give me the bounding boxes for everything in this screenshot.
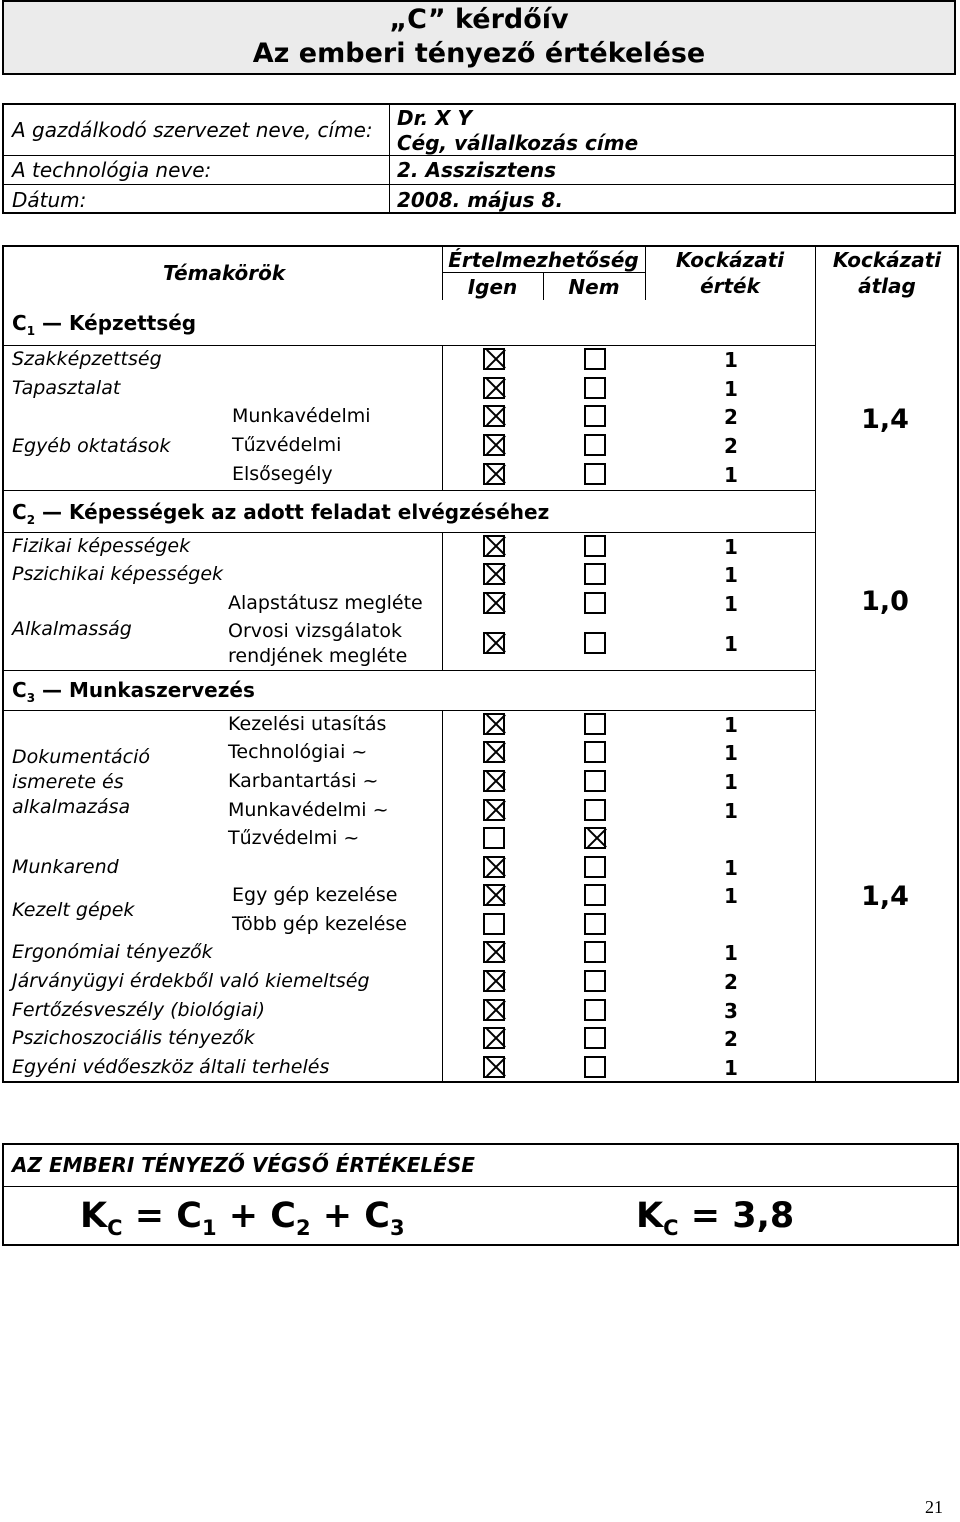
row-label: Járványügyi érdekből való kiemeltség — [12, 970, 370, 992]
header-no: Nem — [568, 275, 620, 299]
row-sublabel: Kezelési utasítás — [228, 713, 387, 735]
checkbox-yes[interactable] — [483, 535, 505, 557]
header-risk-average-2: átlag — [858, 274, 916, 298]
info-row-line — [2, 155, 956, 156]
avg-column-divider — [815, 245, 816, 1083]
checkbox-yes[interactable] — [483, 377, 505, 399]
checkbox-yes[interactable] — [483, 856, 505, 878]
row-sublabel: Orvosi vizsgálatok — [228, 620, 402, 642]
checkbox-yes[interactable] — [483, 713, 505, 735]
row-sublabel: Munkavédelmi — [232, 405, 371, 427]
checkbox-yes[interactable] — [483, 405, 505, 427]
section-c1-average: 1,4 — [861, 404, 909, 435]
checkbox-yes[interactable] — [483, 741, 505, 763]
row-label: Munkarend — [12, 856, 119, 878]
header-yes: Igen — [467, 275, 518, 299]
checkbox-yes[interactable] — [483, 592, 505, 614]
row-sublabel: Több gép kezelése — [232, 913, 407, 935]
checkbox-yes[interactable] — [483, 941, 505, 963]
checkbox-no[interactable] — [584, 856, 606, 878]
checkbox-no[interactable] — [584, 563, 606, 585]
row-risk-value: 2 — [724, 434, 738, 458]
row-label: Szakképzettség — [12, 348, 162, 370]
checkbox-yes[interactable] — [483, 434, 505, 456]
checkbox-no[interactable] — [584, 799, 606, 821]
row-risk-value: 2 — [724, 970, 738, 994]
checkbox-column-divider — [442, 532, 443, 670]
row-label: Ergonómiai tényezők — [12, 941, 213, 963]
group-egyeb-oktatasok: Egyéb oktatások — [12, 435, 171, 457]
section-c3-heading: $C_3$ — Munkaszervezés — [12, 678, 255, 705]
header-risk-value: Kockázati — [675, 248, 785, 272]
group-dokumentacio: Dokumentáció — [12, 746, 150, 768]
info-value-address: Cég, vállalkozás címe — [397, 131, 639, 155]
section-c2-average: 1,0 — [861, 586, 909, 617]
row-risk-value: 2 — [724, 1027, 738, 1051]
title-line2: Az emberi tényező értékelése — [252, 38, 706, 69]
section-line — [2, 710, 815, 711]
section-line — [2, 532, 815, 533]
final-divider — [2, 1186, 959, 1187]
final-formula: $K_C = C_1 + C_2 + C_3$ — [80, 1196, 405, 1240]
row-risk-value: 1 — [724, 941, 738, 965]
checkbox-no[interactable] — [584, 535, 606, 557]
row-sublabel: Elsősegély — [232, 463, 333, 485]
row-risk-value: 1 — [724, 799, 738, 823]
checkbox-no[interactable] — [584, 592, 606, 614]
checkbox-column-divider — [442, 345, 443, 490]
group-alkalmassag: Alkalmasság — [12, 618, 132, 640]
row-risk-value: 1 — [724, 348, 738, 372]
checkbox-yes[interactable] — [483, 913, 505, 935]
section-line — [2, 345, 815, 346]
checkbox-no[interactable] — [584, 913, 606, 935]
row-label: Fizikai képességek — [12, 535, 191, 557]
row-label: Pszichikai képességek — [12, 563, 224, 585]
checkbox-yes[interactable] — [483, 563, 505, 585]
row-risk-value: 1 — [724, 884, 738, 908]
row-risk-value: 1 — [724, 713, 738, 737]
row-risk-value: 1 — [724, 632, 738, 656]
row-risk-value: 3 — [724, 999, 738, 1023]
header-topics: Témakörök — [163, 261, 286, 285]
checkbox-no[interactable] — [584, 632, 606, 654]
row-sublabel: Tűzvédelmi — [232, 434, 342, 456]
section-c1-heading: $C_1$ — Képzettség — [12, 311, 197, 338]
info-value-date: 2008. május 8. — [397, 188, 564, 212]
group-dokumentacio-line3: alkalmazása — [12, 796, 131, 818]
row-sublabel: Egy gép kezelése — [232, 884, 398, 906]
page-number: 21 — [925, 1497, 943, 1517]
header-divider — [442, 272, 645, 273]
checkbox-yes[interactable] — [483, 463, 505, 485]
section-line — [2, 490, 815, 491]
section-c3-average: 1,4 — [861, 881, 909, 912]
row-sublabel-line2: rendjének megléte — [228, 645, 408, 667]
title-line1: „C” kérdőív — [389, 4, 569, 35]
info-value-company: Dr. X Y — [397, 106, 473, 130]
checkbox-no[interactable] — [584, 377, 606, 399]
checkbox-no[interactable] — [584, 434, 606, 456]
checkbox-no[interactable] — [584, 713, 606, 735]
row-risk-value: 1 — [724, 377, 738, 401]
checkbox-no[interactable] — [584, 1027, 606, 1049]
row-risk-value: 1 — [724, 741, 738, 765]
checkbox-no[interactable] — [584, 770, 606, 792]
checkbox-yes[interactable] — [483, 827, 505, 849]
row-risk-value: 1 — [724, 463, 738, 487]
info-divider — [389, 103, 390, 214]
checkbox-no[interactable] — [584, 463, 606, 485]
row-sublabel: Munkavédelmi ~ — [228, 799, 389, 821]
section-c2-heading: $C_2$ — Képességek az adott feladat elvégzéséhez — [12, 500, 550, 527]
checkbox-yes[interactable] — [483, 884, 505, 906]
checkbox-yes[interactable] — [483, 999, 505, 1021]
row-label: Fertőzésveszély (biológiai) — [12, 999, 266, 1021]
checkbox-no[interactable] — [584, 999, 606, 1021]
row-risk-value: 1 — [724, 535, 738, 559]
header-risk-average: Kockázati — [832, 248, 942, 272]
checkbox-yes[interactable] — [483, 799, 505, 821]
row-risk-value: 1 — [724, 592, 738, 616]
checkbox-no[interactable] — [584, 827, 606, 849]
checkbox-no[interactable] — [584, 941, 606, 963]
group-dokumentacio-line2: ismerete és — [12, 771, 124, 793]
row-sublabel: Tűzvédelmi ~ — [228, 827, 360, 849]
checkbox-yes[interactable] — [483, 770, 505, 792]
row-risk-value: 1 — [724, 563, 738, 587]
checkbox-yes[interactable] — [483, 1027, 505, 1049]
row-label: Tapasztalat — [12, 377, 121, 399]
group-kezelt-gepek: Kezelt gépek — [12, 899, 135, 921]
info-label-date: Dátum: — [12, 188, 87, 212]
row-risk-value: 1 — [724, 770, 738, 794]
checkbox-yes[interactable] — [483, 1056, 505, 1078]
checkbox-no[interactable] — [584, 741, 606, 763]
row-sublabel: Alapstátusz megléte — [228, 592, 423, 614]
checkbox-no[interactable] — [584, 405, 606, 427]
checkbox-no[interactable] — [584, 970, 606, 992]
info-row-line — [2, 184, 956, 185]
checkbox-no[interactable] — [584, 884, 606, 906]
checkbox-yes[interactable] — [483, 348, 505, 370]
final-result: $K_C = 3,8$ — [636, 1196, 795, 1240]
row-risk-value: 2 — [724, 405, 738, 429]
row-risk-value: 1 — [724, 1056, 738, 1080]
checkbox-yes[interactable] — [483, 970, 505, 992]
header-risk-value-2: érték — [700, 274, 760, 298]
row-label: Pszichoszociális tényezők — [12, 1027, 255, 1049]
checkbox-yes[interactable] — [483, 632, 505, 654]
row-sublabel: Technológiai ~ — [228, 741, 368, 763]
checkbox-no[interactable] — [584, 1056, 606, 1078]
final-heading: AZ EMBERI TÉNYEZŐ VÉGSŐ ÉRTÉKELÉSE — [12, 1153, 475, 1177]
checkbox-column-divider — [442, 710, 443, 1083]
row-label: Egyéni védőeszköz általi terhelés — [12, 1056, 330, 1078]
row-risk-value: 1 — [724, 856, 738, 880]
checkbox-no[interactable] — [584, 348, 606, 370]
row-sublabel: Karbantartási ~ — [228, 770, 379, 792]
header-interpretability: Értelmezhetőség — [448, 248, 639, 272]
info-label-company: A gazdálkodó szervezet neve, címe: — [12, 118, 373, 142]
info-value-technology: 2. Asszisztens — [397, 158, 557, 182]
section-line — [2, 670, 815, 671]
info-label-technology: A technológia neve: — [12, 158, 212, 182]
